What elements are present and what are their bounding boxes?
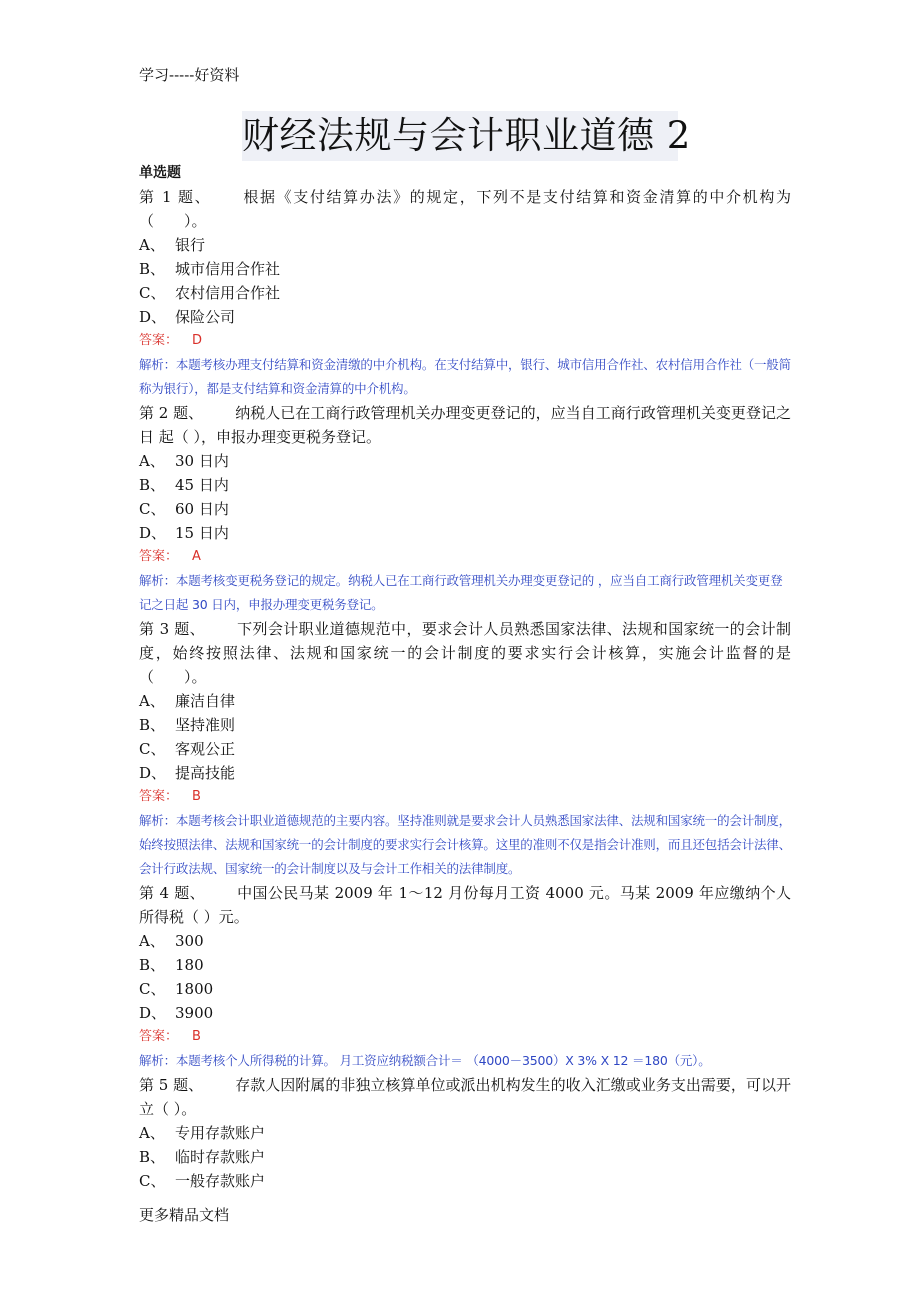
answer-option (139, 1169, 791, 1193)
option-text: 农村信用合作社 (175, 284, 281, 302)
question-stem (139, 881, 791, 929)
answer-value: B (192, 1029, 201, 1044)
option-text: 城市信用合作社 (175, 260, 281, 278)
option-letter: C、 (139, 284, 166, 302)
answer-option (139, 929, 791, 953)
section-label: 单选题 (139, 165, 181, 181)
answer-option (139, 761, 791, 785)
answer-value: D (192, 333, 203, 348)
answer-option (139, 449, 791, 473)
question-stem (139, 185, 791, 233)
answer-option (139, 737, 791, 761)
question-stem (139, 617, 791, 689)
option-text: 180 (175, 956, 204, 974)
option-letter: A、 (139, 236, 165, 254)
question-text: 根据《支付结算办法》的规定，下列不是支付结算和资金清算的中介机构为（ ）。 (139, 188, 791, 230)
answer-line (139, 785, 791, 809)
option-text: 3900 (175, 1004, 214, 1022)
option-text: 45 日内 (175, 476, 229, 494)
option-letter: A、 (139, 932, 165, 950)
answer-option (139, 521, 791, 545)
answer-line (139, 545, 791, 569)
option-letter: B、 (139, 1148, 166, 1166)
option-letter: C、 (139, 1172, 166, 1190)
option-text: 保险公司 (175, 308, 236, 326)
explanation-text: 解析：本题考核个人所得税的计算。 月工资应纳税额合计＝ （4000－3500）X 3% X 12 ＝180（元）。 (139, 1053, 711, 1068)
answer-option (139, 473, 791, 497)
footer-note: 更多精品文档 (139, 1206, 230, 1224)
option-text: 15 日内 (175, 524, 229, 542)
answer-option (139, 233, 791, 257)
option-letter: C、 (139, 980, 166, 998)
answer-option (139, 1121, 791, 1145)
option-letter: B、 (139, 716, 166, 734)
question-number: 第 5 题、 (139, 1076, 204, 1094)
question-text: 下列会计职业道德规范中，要求会计人员熟悉国家法律、法规和国家统一的会计制度，始终按照法律、法规和国家统一的会计制度的要求实行会计核算，实施会计监督的是（ ）。 (139, 620, 791, 686)
question-number: 第 1 题、 (139, 188, 212, 206)
option-letter: D、 (139, 764, 167, 782)
option-text: 坚持准则 (175, 716, 236, 734)
answer-line (139, 329, 791, 353)
answer-line (139, 1025, 791, 1049)
option-text: 客观公正 (175, 740, 236, 758)
question-number: 第 2 题、 (139, 404, 204, 422)
option-letter: A、 (139, 452, 165, 470)
document-title: 财经法规与会计职业道德 2 (242, 111, 678, 161)
option-text: 1800 (175, 980, 214, 998)
explanation-text: 解析：本题考核变更税务登记的规定。纳税人已在工商行政管理机关办理变更登记的 ，应当自工商行政管理机关变更登记之日起 30 日内，申报办理变更税务登记。 (139, 573, 783, 612)
explanation-text: 解析：本题考核会计职业道德规范的主要内容。坚持准则就是要求会计人员熟悉国家法律、法规和国家统一的会计制度，始终按照法律、法规和国家统一的会计制度的要求实行会计核算。这里的准则不仅是指会计准则，而且还包括会计法律、会计行政法规、国家统一的会计制度以及与会计工作相关的法律制度。 (139, 813, 791, 876)
question-number: 第 3 题、 (139, 620, 206, 638)
question-text: 纳税人已在工商行政管理机关办理变更登记的，应当自工商行政管理机关变更登记之日 起（ ），申报办理变更税务登记。 (139, 404, 791, 446)
option-letter: B、 (139, 476, 166, 494)
answer-option (139, 257, 791, 281)
option-letter: B、 (139, 956, 166, 974)
option-text: 60 日内 (175, 500, 229, 518)
option-text: 廉洁自律 (175, 692, 236, 710)
option-letter: C、 (139, 500, 166, 518)
option-text: 300 (175, 932, 204, 950)
answer-option (139, 977, 791, 1001)
question-text: 中国公民马某 2009 年 1～12 月份每月工资 4000 元。马某 2009 年应缴纳个人所得税（ ）元。 (139, 884, 791, 926)
answer-option (139, 689, 791, 713)
answer-option (139, 713, 791, 737)
question-number: 第 4 题、 (139, 884, 206, 902)
option-letter: D、 (139, 308, 167, 326)
option-text: 临时存款账户 (175, 1148, 266, 1166)
header-note: 学习-----好资料 (139, 66, 240, 84)
option-text: 专用存款账户 (175, 1124, 266, 1142)
answer-option (139, 1145, 791, 1169)
answer-option (139, 953, 791, 977)
question-text: 存款人因附属的非独立核算单位或派出机构发生的收入汇缴或业务支出需要，可以开立（ ）。 (139, 1076, 791, 1118)
option-text: 银行 (175, 236, 206, 254)
answer-option (139, 497, 791, 521)
option-letter: B、 (139, 260, 166, 278)
answer-option (139, 281, 791, 305)
answer-option (139, 305, 791, 329)
question-stem (139, 1073, 791, 1121)
answer-label: 答案： (139, 549, 179, 564)
option-letter: D、 (139, 1004, 167, 1022)
explanation-text: 解析：本题考核办理支付结算和资金清缴的中介机构。在支付结算中，银行、城市信用合作社、农村信用合作社（一般简称为银行），都是支付结算和资金清算的中介机构。 (139, 357, 791, 396)
answer-value: B (192, 789, 201, 804)
answer-label: 答案： (139, 333, 179, 348)
answer-option (139, 1001, 791, 1025)
option-letter: C、 (139, 740, 166, 758)
option-text: 提高技能 (175, 764, 236, 782)
answer-label: 答案： (139, 1029, 179, 1044)
option-letter: D、 (139, 524, 167, 542)
option-letter: A、 (139, 692, 165, 710)
option-text: 一般存款账户 (175, 1172, 266, 1190)
answer-label: 答案： (139, 789, 179, 804)
answer-value: A (192, 549, 201, 564)
question-list (139, 161, 791, 1193)
question-stem (139, 401, 791, 449)
option-letter: A、 (139, 1124, 165, 1142)
option-text: 30 日内 (175, 452, 229, 470)
